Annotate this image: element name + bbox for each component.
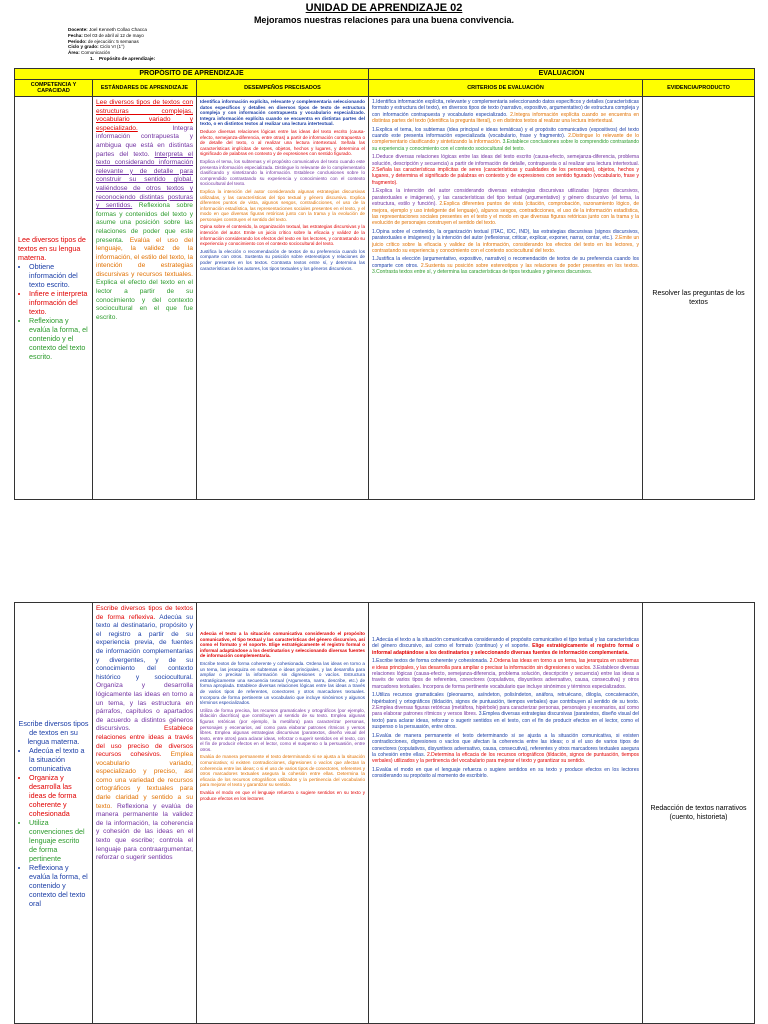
meta-key: Periodo: — [68, 38, 87, 44]
standards-cell — [93, 603, 197, 1024]
standard-text: Escribe diversos tipos de textos de forma reflexiva. — [96, 605, 193, 621]
criteria-text: 2.Emplea diversas figuras retóricas (metáfora, hipérbole) para caracterizar personas, personajes y escenarios, así como para elaborar patrones rítmicos y versos libres. — [372, 705, 639, 718]
performance-text: Identifica información explícita, relevante y complementaria seleccionando datos específicos y detalles en diversos tipos de texto de estructura compleja y con información contrapuesta y vocabulario especializado. Integra información explícita cuando se encuentra en distintas partes del texto, o en distintos textos al realizar una lectura intertextual. — [200, 99, 365, 127]
col-header-competence: COMPETENCIA Y CAPACIDAD — [15, 80, 93, 97]
criteria-text: 3.Contrasta textos entre sí, y determina las características de tipos textuales y géneros discursivos. — [372, 269, 593, 276]
criteria-text: 1.Utiliza recursos gramaticales (pleonasmo, asíndeton, polisíndeton, anáfora, retruécano, dilogía, concatenación, hipérbaton) y ortográficos (tildación, signos de puntuación, tiempos verbales) que contribuyen al sentido de su texto. — [372, 692, 639, 705]
capacity-item: • Utiliza convenciones del lenguaje escrito de forma pertinente — [29, 818, 89, 863]
meta-key: Fecha: — [68, 32, 83, 38]
meta-key: Ciclo y grado: — [68, 44, 99, 50]
standard-text: Establece relaciones entre ideas a través del uso preciso de diversos recursos cohesivos. — [96, 725, 193, 759]
criteria-text: 1.Opina sobre el contenido, la organización textual (ITAC, IDC, IND), las estrategias discursivas (signos discursivos, paratextuales e imágenes) y la intención del autor (reflexionar, criticar, explicar, exponer, narrar, contar, etc.). — [372, 228, 639, 242]
meta-value: de ejecución: 5 semanas — [87, 38, 139, 44]
performance-text: Evalúa el modo en que el lenguaje refuerza o sugiere sentidos en su texto y produce efectos en los lectores — [200, 790, 365, 801]
document-title: UNIDAD DE APRENDIZAJE 02 — [305, 2, 463, 14]
criteria-text: 2.Explica diferentes puntos de vista (citación, comprobación, razonamiento lógico, de mejora, ejemplo y uso inteligente del lenguaje), algunos sesgos, contradicciones, el uso de la información estadística, las representaciones sociales presentes en el texto y el modo en que diversas figuras retóricas junto con la trama y la evolución de personajes construyen el sentido del texto. — [372, 201, 640, 227]
criteria-block — [372, 767, 639, 780]
meta-key: Área: — [68, 50, 80, 56]
meta-value: Comunicación — [81, 50, 111, 56]
criteria-block — [372, 229, 639, 255]
meta-key: Docente: — [68, 27, 88, 32]
competence-cell — [15, 603, 93, 1024]
capacity-item: • Reflexiona y evalúa la forma, el contenido y el contexto del texto escrito. — [29, 316, 89, 361]
capacity-item: • Adecúa el texto a la situación comunicativa — [29, 746, 89, 773]
standards-cell — [93, 97, 197, 500]
standard-text: Integra información contrapuesta y ambigua que está en distintas partes del texto. — [96, 124, 193, 158]
section-label: Propósito de aprendizaje: — [98, 55, 156, 61]
col-header-standards: ESTÁNDARES DE APRENDIZAJE — [93, 80, 197, 97]
document-header — [0, 0, 768, 25]
criteria-text: 3.Emplea diversas estrategias discursivas (paratextos, diseño visual del texto) para aclarar ideas, reforzar o sugerir sentidos en el texto, con el fin de producir efectos en el lector, como el suspenso o la persuasión, entre otros. — [372, 711, 640, 731]
performance-text: Adecúa el texto a la situación comunicativa considerando el propósito comunicativo, el tipo textual y las características del género discursivo, así como el formato y el soporte. Elige estratégicamente el registro formal o informal adaptándose a los destinatarios y seleccionando diversas fuentes de información complementaria. — [200, 631, 365, 659]
criteria-text: 1.Escribe textos de forma coherente y cohesionada. — [372, 658, 489, 665]
capacity-list — [18, 746, 89, 908]
meta-value: Del 03 de abril al 12 de mayo — [84, 32, 144, 38]
meta-value: Joel Kenneth Collao Chacca — [88, 27, 147, 32]
evaluation-header: EVALUACIÓN — [369, 69, 755, 80]
criteria-text: 1.Deduce diversas relaciones lógicas entre las ideas del texto escrito (causa-efecto, semejanza-diferencia, problema solución, descripción y secuencia) a partir de información de detalle, contrapuesta o al realizar una lectura intertextual. — [372, 154, 639, 167]
performance-text: Evalúa de manera permanente el texto determinando si se ajusta a la situación comunicativa; si existen contradicciones, digresiones o vacíos que afectan la coherencia entre las ideas; o si el uso de varios tipos de conectores, referentes y otros marcadores textuales asegura la cohesión entre ellas. Determina la eficacia de los recursos ortográficos utilizados y la pertinencia del vocabulario para mejorar el texto y garantizar su sentido. — [200, 754, 365, 788]
capacity-item: • Infiere e interpreta información del texto. — [29, 289, 89, 316]
performance-text: Escribe textos de forma coherente y cohesionada. Ordena las ideas en torno a un tema, las jerarquiza en subtemas e ideas principales, y las desarrolla para ampliar o precisar la información sin digresiones o vacíos. Estructura estratégicamente una secuencia textual (Argumenta, narra, describe, etc.) de forma apropiada. Establece diversas relaciones lógicas entre las ideas a través de varios tipos de referentes, conectores y otros marcadores textuales. Incorpora de forma pertinente un vocabulario que incluye sinónimos y algunos términos especializados. — [200, 660, 365, 706]
col-header-performance: DESEMPEÑOS PRECISADOS — [197, 80, 369, 97]
criteria-text: 2.Emite un juicio crítico sobre la eficacia y validez de la información, considerando los efectos del texto en los lectores, y contrastando su experiencia y conocimiento con el contexto sociocultural del texto. — [372, 235, 640, 254]
criteria-block — [372, 658, 639, 690]
performance-cell — [197, 97, 369, 500]
purpose-header: PROPÓSITO DE APRENDIZAJE — [15, 69, 369, 80]
criteria-block — [372, 733, 639, 765]
standard-text: Emplea vocabulario variado, especializado y preciso, así como una variedad de recursos ortográficos y textuales para darle claridad y sentido a su texto. — [96, 751, 193, 810]
criteria-text: 2.Integra información explícita cuando se encuentra en distintas partes del texto (identifica la pregunta literal), o en distintos textos al realizar una lectura intertextual. — [372, 111, 640, 125]
performance-text: Opina sobre el contenido, la organización textual, las estrategias discursivas y la intención del autor. Emite un juicio crítico sobre la eficacia y validez de la información considerando los efectos del texto en los lectores, y contrastando su experiencia y conocimiento con el contexto sociocultural del texto. — [200, 224, 365, 247]
standard-text: Interpreta el texto considerando información relevante y de detalle para construir su sentido global, valiéndose de otros textos y reconociendo distintas posturas y sentidos. — [96, 150, 193, 210]
criteria-text: 1.Explica el tema, los subtemas (idea principal e ideas temáticas) y el propósito comunicativo (expositivos) del texto cuando este presenta información especializada (vocabulario, frase y fragmento). — [372, 126, 639, 140]
criteria-text: 1.Justifica la elección (argumentativo, expositivo, narrativo) o recomendación de textos de su preferencia cuando los comparte con otros. — [372, 256, 639, 269]
criteria-text: 1.Evalúa de manera permanente el texto determinando si se ajusta a la situación comunicativa, si existen contradicciones, digresiones o vacíos que afectan la coherencia entre las ideas; o si el uso de varios tipos de conectores (copulativos, disyuntivos adversativo, causa, consecutiva), referentes y otros marcadores textuales asegura la cohesión entre ellas. — [372, 732, 639, 758]
col-header-criteria: CRITERIOS DE EVALUACIÓN — [369, 80, 643, 97]
standard-text: Reflexiona sobre formas y contenidos del texto y asume una posición sobre las relaciones de poder que este presenta. — [96, 202, 193, 244]
criteria-block — [372, 256, 639, 275]
criteria-block — [372, 127, 639, 153]
performance-text: Justifica la elección o recomendación de textos de su preferencia cuando los comparte con otros. Sustenta su posición sobre estereotipos y relaciones de poder presentes en los textos. Contrasta textos entre sí, y determina las características de los autores, los tipos textuales y los géneros discursivos. — [200, 248, 365, 271]
criteria-text: 1.Evalúa el modo en que el lenguaje refuerza o sugiere sentidos en su texto y produce efectos en los lectores considerando su propósito al momento de escribirlo. — [372, 766, 639, 780]
capacity-item: • Organiza y desarrolla las ideas de forma coherente y cohesionada — [29, 773, 89, 818]
document-meta — [68, 27, 155, 62]
learning-table-writing — [14, 602, 755, 1024]
evidence-cell: Redacción de textos narrativos (cuento, historieta) — [643, 603, 755, 1024]
criteria-text: 3.Establece conclusiones sobre lo comprendido contrastando su experiencia y conocimiento con el contexto sociocultural del texto. — [372, 139, 640, 152]
section-heading — [68, 56, 155, 62]
criteria-text: Elige estratégicamente el registro formal o informal adaptándose a los destinatarios y seleccionando diversas fuentes de información complementaria. — [372, 643, 639, 656]
capacity-list — [18, 262, 89, 361]
performance-text: Explica el tema, los subtemas y el propósito comunicativo del texto cuando este presenta información especializada. Distingue lo relevante de lo complementario clasificando y sintetizando la información. Establece conclusiones sobre lo comprendido contrastando su experiencia y conocimiento con el contexto sociocultural del texto. — [200, 158, 365, 187]
criteria-text: 1.Explica la intención del autor considerando diversas estrategias discursivas utilizadas (signos discursivos, paratextuales e imágenes), y las características del tipo textual (argumentativo) y género discursivo (el tema, la estructura, estilo y función). — [372, 188, 639, 208]
col-header-evidence: EVIDENCIA/PRODUCTO — [643, 80, 755, 97]
criteria-cell — [369, 603, 643, 1024]
competence-cell — [15, 97, 93, 500]
criteria-cell — [369, 97, 643, 500]
performance-text: Explica la intención del autor considerando algunas estrategias discursivas utilizadas, y las características del tipo textual y género discursivo. Explica diferentes puntos de vista, algunos sesgos, contradicciones, el uso de la información estadística, las representaciones sociales presentes en el texto, y el modo en que diversas figuras retóricas junto con la trama y la evolución de personajes construyen el sentido del texto. — [200, 188, 365, 222]
standard-text: Organiza y desarrolla lógicamente las ideas en torno a un tema, y las estructura en párrafos, capítulos o apartados de acuerdo a distintos géneros discursivos. — [96, 682, 193, 733]
section-number: 1. — [90, 55, 94, 61]
criteria-block — [372, 692, 639, 730]
standard-text: Lee diversos tipos de textos con estructuras complejas, vocabulario variado y especializado. — [96, 99, 193, 132]
criteria-text: 2.Sustenta su posición sobre estereotipos y las relaciones de poder presentes en los textos. — [420, 262, 640, 269]
criteria-text: 2.Ordena las ideas en torno a un tema, las jerarquiza en subtemas e ideas principales, y las desarrolla para ampliar o precisar la información sin digresiones o vacíos. — [372, 658, 639, 671]
evidence-cell: Resolver las preguntas de los textos — [643, 97, 755, 500]
criteria-block — [372, 154, 639, 186]
criteria-text: 2.Determina la eficacia de los recursos ortográficos (tildación, signos de puntuación, tiempos verbales) utilizados y la pertinencia del vocabulario para mejorar el texto y garantizar su sentido. — [372, 751, 639, 765]
criteria-text: 2.Distingue lo relevante de lo complementario clasificando y sintetizando la información. — [372, 133, 639, 146]
performance-text: Deduce diversas relaciones lógicas entre las ideas del texto escrito (causa-efecto, semejanza-diferencia, entre otras) a partir de información contrapuesta o de detalle del texto, o al realizar una lectura intertextual. Señala las características implícitas de seres, objetos, hechos y lugares, y determina el significado de palabras en contexto y de expresiones con sentido figurado. — [200, 128, 365, 157]
standard-text: Evalúa el uso del lenguaje, la validez de la información, el estilo del texto, la intención de estrategias discursivas y recursos textuales. — [96, 236, 193, 278]
criteria-block — [372, 637, 639, 656]
standard-text: Explica el efecto del texto en el lector a partir de su conocimiento y del contexto sociocultural en el que fue escrito. — [96, 279, 193, 321]
learning-table-reading — [14, 68, 755, 500]
capacity-item: • Reflexiona y evalúa la forma, el contenido y contexto del texto oral — [29, 863, 89, 908]
performance-cell — [197, 603, 369, 1024]
competence-title: Escribe diversos tipos de textos en su lengua materna. — [18, 718, 89, 746]
competence-title: Lee diversos tipos de textos en su lengua materna. — [18, 235, 86, 262]
capacity-item: • Obtiene información del texto escrito. — [29, 262, 89, 289]
criteria-block — [372, 188, 639, 226]
performance-text: Utiliza de forma precisa, los recursos gramaticales y ortográficos (por ejemplo, tildación diacrítica) que contribuyen al sentido de su texto. Emplea algunas figuras retóricas (por ejemplo, la metáfora) para caracterizar personas, personajes y escenarios, así como para elaborar patrones rítmicos y versos libres. Emplea algunas estrategias discursivas (paratextos, diseño visual del texto, entre otros) para aclarar ideas, reforzar o sugerir sentidos en el texto, con el fin de producir efectos en el lector, como el suspenso o la persuasión, entre otros. — [200, 707, 365, 752]
meta-value: Ciclo VI (1°) — [99, 44, 125, 50]
standard-text: Adecúa su texto al destinatario, propósito y el registro a partir de su experiencia previa, de fuentes de información complementarias y divergentes, y de su conocimiento del contexto histórico y sociocultural. — [96, 613, 193, 681]
criteria-text: 1.Adecúa el texto a la situación comunicativa considerando el propósito comunicativo el tipo textual y las características del género discursivo, así como el formato (continuo) y el soporte. — [372, 637, 639, 650]
standard-text: Reflexiona y evalúa de manera permanente la validez de la información, la coherencia y cohesión de las ideas en el texto que escribe; controla el lenguaje para contraargumentar, reforzar o sugerir sentidos — [96, 802, 193, 862]
criteria-text: 1.Identifica información explícita, relevante y complementaria seleccionando datos específicos y detalles (características formato y estructura del texto), en diversos tipos de texto (narrativo, expositivo, argumentativo) de estructura compleja y con información contrapuesta y vocabulario especializado. — [372, 99, 639, 118]
criteria-text: 3.Establece diversas relaciones lógicas (causa-efecto, semejanza-diferencia, problema solución, descripción y secuencia) entre las ideas a través de varios tipos de referentes, conectores (copulativos, disyuntivos adversativo, causa, consecutiva) y otros marcadores textuales. Incorpora de forma pertinente vocabulario que incluye sinónimos y términos especializados. — [372, 664, 640, 690]
document-subtitle: Mejoramos nuestras relaciones para una buena convivencia. — [253, 15, 515, 25]
criteria-block — [372, 99, 639, 125]
criteria-text: 2.Señala las características implícitas de seres (características y cualidades de los personajes), objetos, hechos y lugares, y determina el significado de palabras en contexto y de expresiones con sentido figurado (vocabulario, frase y fragmento). — [372, 167, 639, 186]
